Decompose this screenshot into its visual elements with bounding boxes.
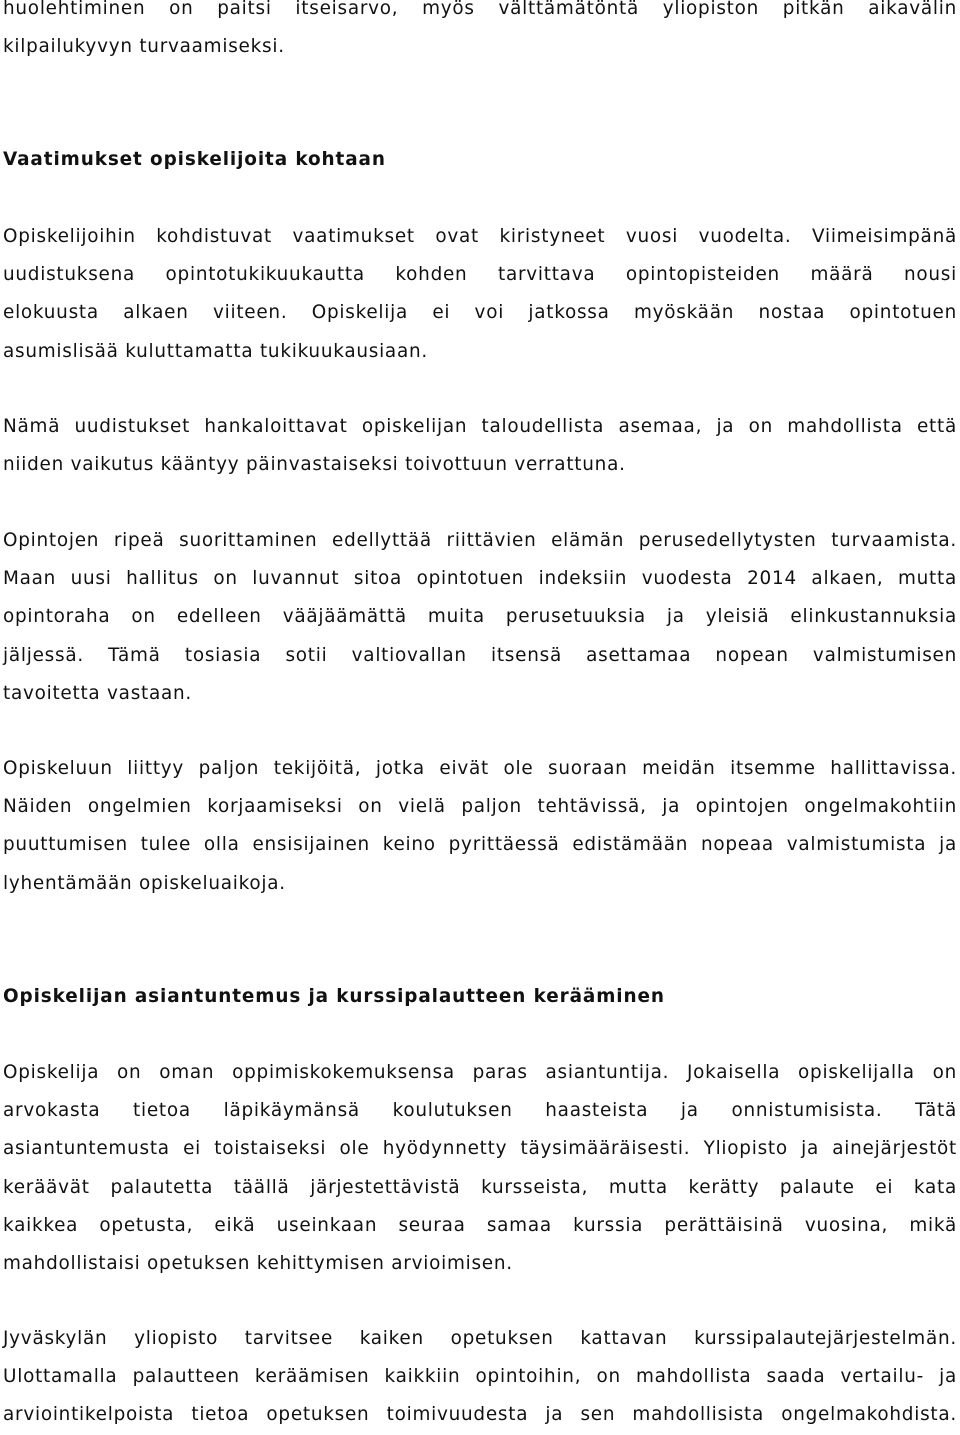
text-line: Jyväskylän yliopisto tarvitsee kaiken opetuksen kattavan kurssipalautejärjestelmän. bbox=[3, 1328, 957, 1349]
text-line: huolehtiminen on paitsi itseisarvo, myös välttämätöntä yliopiston pitkän aikavälin bbox=[3, 0, 957, 19]
text-line: Opiskelija on oman oppimiskokemuksensa paras asiantuntija. Jokaisella opiskelijalla on bbox=[3, 1062, 957, 1083]
paragraph-study-conditions bbox=[3, 522, 957, 713]
text-line: puuttumisen tulee olla ensisijainen keino pyrittäessä edistämään nopeaa valmistumista ja bbox=[3, 834, 957, 856]
text-line: jäljessä. Tämä tosiasia sotii valtiovallan itsensä asettamaa nopean valmistumisen bbox=[3, 644, 957, 666]
text-line: Opiskeluun liittyy paljon tekijöitä, jotka eivät ole suoraan meidän itsemme hallittavissa. bbox=[3, 758, 957, 779]
text-line: tavoitetta vastaan. bbox=[3, 682, 193, 704]
section-heading-feedback: Opiskelijan asiantuntemus ja kurssipalautteen kerääminen bbox=[3, 986, 665, 1007]
section-heading-requirements: Vaatimukset opiskelijoita kohtaan bbox=[3, 149, 386, 170]
text-line: elokuusta alkaen viiteen. Opiskelija ei voi jatkossa myöskään nostaa opintotuen bbox=[3, 302, 957, 324]
text-line: Opiskelijoihin kohdistuvat vaatimukset ovat kiristyneet vuosi vuodelta. Viimeisimpänä bbox=[3, 226, 957, 247]
paragraph-study-problems bbox=[3, 750, 957, 903]
paragraph-feedback-system bbox=[3, 1320, 957, 1435]
text-line: arviointikelpoista tietoa opetuksen toimivuudesta ja sen mahdollisista ongelmakohdista. bbox=[3, 1404, 957, 1426]
paragraph-reform-effects bbox=[3, 408, 957, 484]
text-line: uudistuksena opintotukikuukautta kohden tarvittava opintopisteiden määrä nousi bbox=[3, 264, 957, 286]
text-line: kaikkea opetusta, eikä useinkaan seuraa samaa kurssia perättäisinä vuosina, mikä bbox=[3, 1214, 957, 1236]
text-line: Ulottamalla palautteen keräämisen kaikkiin opintoihin, on mahdollista saada vertailu- ja bbox=[3, 1366, 957, 1388]
text-line: lyhentämään opiskeluaikoja. bbox=[3, 872, 286, 894]
text-line: kilpailukyvyn turvaamiseksi. bbox=[3, 36, 285, 58]
text-line: Opintojen ripeä suorittaminen edellyttää riittävien elämän perusedellytysten turvaamista. bbox=[3, 530, 957, 551]
text-line: mahdollistaisi opetuksen kehittymisen arvioimisen. bbox=[3, 1253, 513, 1275]
text-line: opintoraha on edelleen vääjäämättä muita perusetuuksia ja yleisiä elinkustannuksia bbox=[3, 606, 957, 628]
paragraph-intro-continuation bbox=[3, 0, 957, 66]
text-line: niiden vaikutus kääntyy päinvastaiseksi toivottuun verrattuna. bbox=[3, 454, 626, 476]
paragraph-student-expertise bbox=[3, 1054, 957, 1283]
text-line: keräävät palautetta täällä järjestettävistä kursseista, mutta kerätty palaute ei kata bbox=[3, 1176, 957, 1198]
text-line: Maan uusi hallitus on luvannut sitoa opintotuen indeksiin vuodesta 2014 alkaen, mutta bbox=[3, 568, 957, 590]
text-line: Näiden ongelmien korjaamiseksi on vielä paljon tehtävissä, ja opintojen ongelmakohtiin bbox=[3, 796, 957, 818]
text-line: asumislisää kuluttamatta tukikuukausiaan. bbox=[3, 340, 428, 362]
text-line: asiantuntemusta ei toistaiseksi ole hyödynnetty täysimääräisesti. Yliopisto ja ainejärjestöt bbox=[3, 1138, 957, 1160]
text-line: Nämä uudistukset hankaloittavat opiskelijan taloudellista asemaa, ja on mahdollista että bbox=[3, 416, 957, 437]
text-line: arvokasta tietoa läpikäymänsä koulutuksen haasteista ja onnistumisista. Tätä bbox=[3, 1100, 957, 1122]
paragraph-requirements bbox=[3, 218, 957, 371]
